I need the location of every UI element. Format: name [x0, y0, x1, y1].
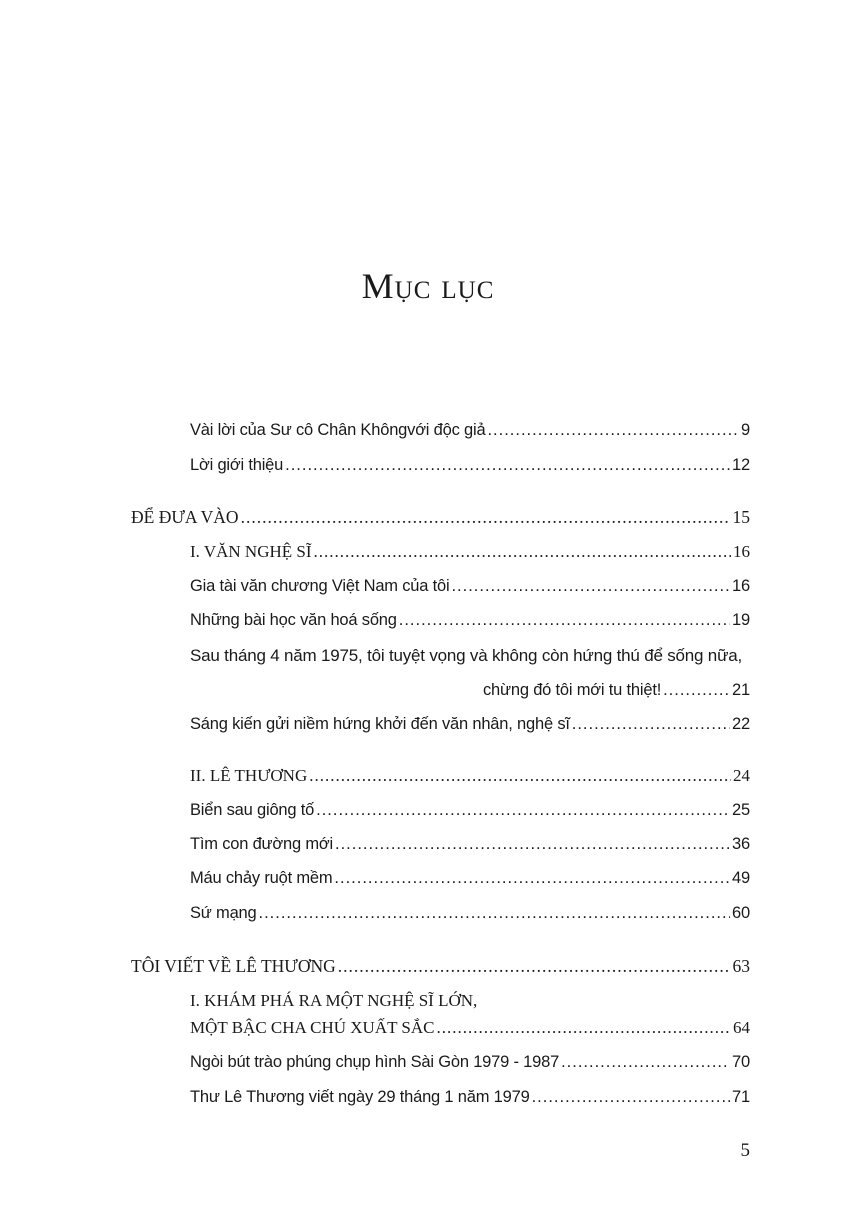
dot-leader	[338, 954, 731, 978]
toc-entry-page: 60	[732, 904, 750, 922]
toc-entry-page: 12	[732, 456, 750, 474]
toc-section-entry[interactable]	[131, 505, 750, 529]
toc-entry[interactable]	[190, 574, 750, 598]
toc-subsection-entry[interactable]	[190, 1016, 750, 1040]
toc-entry-label: I. VĂN NGHỆ SĨ	[190, 542, 312, 561]
dot-leader	[451, 574, 730, 598]
toc-entry-label: Thư Lê Thương viết ngày 29 tháng 1 năm 1979	[190, 1088, 530, 1106]
dot-leader	[335, 832, 730, 856]
toc-entry-label: Sáng kiến gửi niềm hứng khởi đến văn nhân, nghệ sĩ	[190, 715, 570, 733]
toc-entry-page: 16	[733, 542, 750, 561]
dot-leader	[309, 764, 731, 788]
toc-subsection-label-line[interactable]: I. KHÁM PHÁ RA MỘT NGHỆ SĨ LỚN,	[190, 991, 478, 1010]
toc-entry-label: Tìm con đường mới	[190, 835, 333, 853]
toc-entry-label: ĐỂ ĐƯA VÀO	[131, 507, 239, 527]
dot-leader	[572, 712, 730, 736]
toc-entry-label: II. LÊ THƯƠNG	[190, 766, 308, 785]
toc-entry-label: Sứ mạng	[190, 904, 257, 922]
toc-entry[interactable]	[190, 418, 750, 442]
dot-leader	[241, 505, 731, 529]
toc-entry[interactable]	[483, 678, 750, 702]
dot-leader	[259, 901, 731, 925]
dot-leader	[316, 798, 730, 822]
dot-leader	[314, 540, 731, 564]
toc-section-entry[interactable]	[131, 954, 750, 978]
toc-entry-page: 9	[741, 421, 750, 439]
toc-entry[interactable]	[190, 832, 750, 856]
toc-entry-page: 63	[732, 956, 750, 976]
toc-entry-page: 22	[732, 715, 750, 733]
toc-entry-label: Biển sau giông tố	[190, 801, 315, 819]
toc-entry-page: 19	[732, 611, 750, 629]
dot-leader	[334, 866, 730, 890]
toc-subsection-entry[interactable]	[190, 764, 750, 788]
toc-entry[interactable]	[190, 712, 750, 736]
dot-leader	[532, 1085, 730, 1109]
toc-entry-label: Máu chảy ruột mềm	[190, 869, 333, 887]
toc-entry[interactable]	[190, 1050, 750, 1074]
dot-leader	[561, 1050, 730, 1074]
toc-entry-page: 16	[732, 577, 750, 595]
toc-entry-page: 25	[732, 801, 750, 819]
dot-leader	[399, 608, 730, 632]
page-title: Mục lục	[361, 266, 495, 306]
toc-entry-page: 71	[732, 1088, 750, 1106]
toc-entry-label: Ngòi bút trào phúng chụp hình Sài Gòn 1979 - 1987	[190, 1053, 560, 1071]
toc-entry-page: 70	[732, 1053, 750, 1071]
dot-leader	[285, 453, 730, 477]
toc-entry-page: 64	[733, 1018, 750, 1037]
toc-entry[interactable]	[190, 608, 750, 632]
dot-leader	[663, 678, 730, 702]
toc-entry[interactable]	[190, 866, 750, 890]
toc-entry-label: Lời giới thiệu	[190, 456, 284, 474]
toc-entry-page: 36	[732, 835, 750, 853]
toc-entry-page: 21	[732, 681, 750, 699]
toc-entry[interactable]	[190, 453, 750, 477]
toc-entry-label: Vài lời của Sư cô Chân Khôngvới độc giả	[190, 421, 486, 439]
toc-entry-label: chừng đó tôi mới tu thiệt!	[483, 681, 662, 699]
toc-subsection-entry[interactable]	[190, 540, 750, 564]
toc-entry-page: 15	[732, 507, 750, 527]
toc-entry[interactable]	[190, 1085, 750, 1109]
toc-entry[interactable]	[190, 798, 750, 822]
dot-leader	[487, 418, 739, 442]
toc-entry-page: 49	[732, 869, 750, 887]
toc-entry-label: Những bài học văn hoá sống	[190, 611, 397, 629]
toc-entry-label: Gia tài văn chương Việt Nam của tôi	[190, 577, 450, 595]
page-number: 5	[740, 1140, 750, 1161]
toc-entry-label: TÔI VIẾT VỀ LÊ THƯƠNG	[131, 956, 336, 976]
toc-entry[interactable]	[190, 901, 750, 925]
dot-leader	[437, 1016, 732, 1040]
toc-entry-label-line[interactable]: Sau tháng 4 năm 1975, tôi tuyệt vọng và không còn hứng thú để sống nữa,	[190, 646, 743, 665]
toc-entry-page: 24	[733, 766, 750, 785]
toc-entry-label: MỘT BẬC CHA CHÚ XUẤT SẮC	[190, 1018, 435, 1037]
